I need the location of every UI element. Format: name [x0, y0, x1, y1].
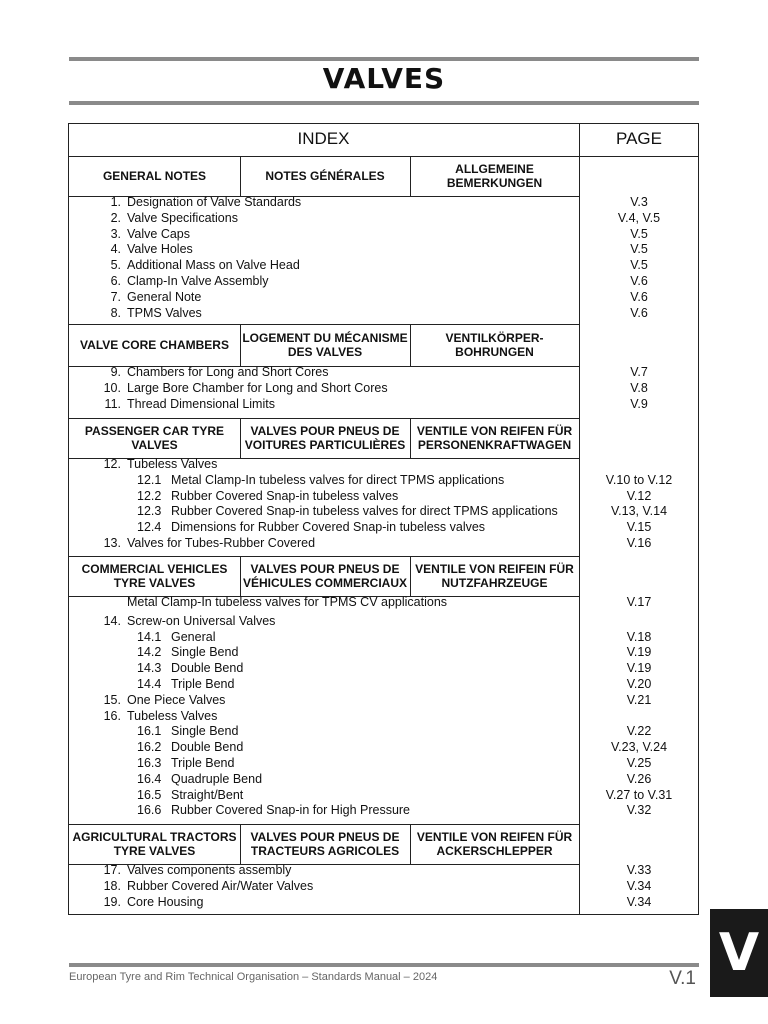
list-item	[137, 723, 238, 739]
item-number: 7.	[110, 289, 121, 304]
item-number: 1.	[110, 195, 121, 209]
section-heading-de: VENTILKÖRPER-BOHRUNGEN	[445, 331, 544, 359]
list-item	[97, 862, 291, 878]
page-ref: V.5	[630, 226, 648, 241]
list-item	[137, 771, 262, 787]
page-ref: V.17	[626, 595, 652, 609]
page-ref: V.23, V.24	[610, 740, 668, 755]
page-ref: V.4, V.5	[617, 210, 661, 225]
item-number: 18.	[103, 878, 121, 893]
list-item	[137, 660, 243, 676]
page-title: VALVES	[322, 62, 446, 95]
section-heading-de: VENTILE VON REIFEIN FÜR NUTZFAHRZEUGE	[415, 562, 574, 590]
item-number: 14.2	[137, 645, 162, 660]
item-title: General Note	[127, 289, 202, 304]
item-number: 2.	[110, 210, 121, 225]
item-title: Straight/Bent	[171, 787, 244, 802]
page-ref: V.13, V.14	[610, 504, 668, 519]
section-heading-en: PASSENGER CAR TYRE VALVES	[84, 424, 225, 452]
item-title: Rubber Covered Air/Water Valves	[127, 878, 314, 893]
page-ref: V.26	[626, 771, 652, 786]
item-number: 16.2	[137, 740, 162, 755]
list-item	[137, 787, 243, 803]
page-ref: V.6	[630, 305, 648, 320]
item-title: Valves components assembly	[127, 863, 292, 877]
item-title: Additional Mass on Valve Head	[127, 258, 300, 273]
item-number: 9.	[110, 365, 121, 379]
footer-text: European Tyre and Rim Technical Organisation – Standards Manual – 2024	[69, 971, 438, 983]
item-number: 13.	[103, 536, 121, 550]
list-item	[97, 241, 193, 257]
item-number: 8.	[110, 305, 121, 320]
item-title: Chambers for Long and Short Cores	[127, 365, 329, 379]
list-item	[97, 194, 301, 210]
list-item	[137, 519, 485, 535]
item-title: Large Bore Chamber for Long and Short Cores	[127, 380, 388, 395]
list-item	[137, 755, 234, 771]
list-item	[97, 692, 225, 708]
item-number: 17.	[103, 863, 121, 877]
list-item	[137, 739, 243, 755]
item-title: Single Bend	[171, 645, 239, 660]
item-title: Metal Clamp-In tubeless valves for direct TPMS applications	[171, 472, 505, 487]
section-heading-fr: NOTES GÉNÉRALES	[265, 169, 385, 183]
item-number: 3.	[110, 226, 121, 241]
item-title: Dimensions for Rubber Covered Snap-in tubeless valves	[171, 520, 486, 535]
item-title: Quadruple Bend	[171, 771, 263, 786]
list-item	[97, 226, 190, 242]
page-ref: V.25	[626, 756, 652, 770]
list-item	[137, 488, 398, 504]
page-ref: V.9	[630, 396, 648, 411]
item-title: Thread Dimensional Limits	[127, 396, 275, 411]
item-number: 16.1	[137, 724, 162, 739]
item-number: 12.1	[137, 472, 162, 487]
page-ref: V.7	[630, 365, 648, 379]
page-ref: V.20	[626, 677, 652, 691]
item-number: 14.1	[137, 629, 162, 644]
list-item	[97, 305, 202, 321]
item-title: Valve Holes	[127, 242, 193, 257]
list-item	[137, 676, 234, 692]
item-number: 14.4	[137, 677, 162, 691]
item-number: 19.	[103, 894, 121, 909]
item-number: 16.6	[137, 803, 162, 818]
section-heading-de: ALLGEMEINE BEMERKUNGEN	[446, 162, 543, 190]
page-ref: V.32	[626, 803, 652, 818]
item-title: Rubber Covered Snap-in tubeless valves for direct TPMS applications	[171, 504, 558, 519]
list-item	[137, 802, 410, 818]
item-title: Double Bend	[171, 740, 244, 755]
list-item	[97, 289, 201, 305]
item-number: 14.	[103, 613, 121, 628]
list-item	[97, 364, 329, 380]
item-title: Rubber Covered Snap-in tubeless valves	[171, 488, 399, 503]
item-number: 15.	[103, 692, 121, 707]
page-ref: V.16	[626, 536, 652, 550]
item-number: 11.	[104, 396, 121, 411]
item-number: 12.	[103, 457, 121, 471]
item-title: Tubeless Valves	[127, 457, 218, 471]
item-number: 16.5	[137, 787, 162, 802]
page-ref: V.6	[630, 274, 648, 288]
list-item	[97, 396, 275, 412]
page-ref: V.34	[626, 894, 652, 909]
page-ref: V.15	[626, 520, 652, 535]
item-title: Triple Bend	[171, 677, 235, 691]
section-heading-en: VALVE CORE CHAMBERS	[80, 338, 229, 352]
page-ref: V.5	[630, 258, 648, 273]
item-number: 6.	[110, 274, 121, 288]
list-item	[97, 613, 275, 629]
item-title: Single Bend	[171, 724, 239, 739]
item-title: Valve Specifications	[127, 210, 238, 225]
page-ref: V.18	[626, 629, 652, 644]
page-ref: V.33	[626, 863, 652, 877]
footer-rule	[69, 963, 699, 967]
list-item	[137, 629, 215, 645]
page-ref: V.5	[630, 242, 648, 257]
section-heading-en: GENERAL NOTES	[102, 169, 207, 183]
page-ref: V.12	[626, 488, 652, 503]
page-ref: V.6	[630, 289, 648, 304]
item-title: Rubber Covered Snap-in for High Pressure	[171, 803, 411, 818]
section-heading-fr: VALVES POUR PNEUS DE VOITURES PARTICULIÈRES	[244, 424, 406, 452]
section-heading-en: COMMERCIAL VEHICLES TYRE VALVES	[81, 562, 228, 590]
list-item	[97, 273, 269, 289]
item-title: Tubeless Valves	[127, 708, 218, 723]
item-title: Designation of Valve Standards	[127, 195, 302, 209]
list-item	[97, 878, 313, 894]
list-item	[97, 535, 315, 551]
page-header: PAGE	[616, 129, 662, 148]
item-number: 5.	[110, 258, 121, 273]
item-title: Screw-on Universal Valves	[127, 613, 276, 628]
item-title: Clamp-In Valve Assembly	[127, 274, 269, 288]
section-tab: V	[710, 909, 768, 997]
item-number: 14.3	[137, 661, 162, 676]
section-heading-de: VENTILE VON REIFEN FÜR PERSONENKRAFTWAGEN	[416, 424, 573, 452]
list-item	[137, 503, 558, 519]
top-rule	[69, 57, 699, 61]
page-ref: V.8	[630, 380, 648, 395]
section-heading-fr: VALVES POUR PNEUS DE VÉHICULES COMMERCIAUX	[242, 562, 407, 590]
page-ref: V.10 to V.12	[605, 472, 673, 487]
list-item	[137, 644, 238, 660]
page-ref: V.27 to V.31	[605, 787, 673, 802]
index-header: INDEX	[297, 129, 350, 148]
item-title: Triple Bend	[171, 756, 235, 770]
section-heading-fr: LOGEMENT DU MÉCANISME DES VALVES	[242, 331, 408, 359]
list-item	[97, 257, 300, 273]
section-heading-fr: VALVES POUR PNEUS DE TRACTEURS AGRICOLES	[250, 830, 400, 858]
item-number: 16.	[103, 708, 121, 723]
page-ref: V.19	[626, 645, 652, 660]
item-number: 12.3	[137, 504, 162, 519]
item-title: General	[171, 629, 216, 644]
title-underline	[69, 101, 699, 105]
page-ref: V.21	[626, 692, 652, 707]
item-number: 16.4	[137, 771, 162, 786]
list-item	[97, 210, 238, 226]
item-number: 10.	[103, 380, 121, 395]
item-number: 12.4	[137, 520, 162, 535]
section-heading-en: AGRICULTURAL TRACTORS TYRE VALVES	[72, 830, 237, 858]
list-item	[97, 456, 217, 472]
item-number: 12.2	[137, 488, 162, 503]
item-number: 4.	[110, 242, 121, 257]
page-number: V.1	[669, 968, 696, 989]
item-title: Double Bend	[171, 661, 244, 676]
list-item	[97, 894, 203, 910]
list-item	[137, 472, 504, 488]
list-item	[97, 380, 388, 396]
page-ref: V.3	[630, 195, 648, 209]
section-heading-de: VENTILE VON REIFEN FÜR ACKERSCHLEPPER	[416, 830, 573, 858]
item-title: One Piece Valves	[127, 692, 226, 707]
list-item	[97, 708, 217, 724]
list-item: Metal Clamp-In tubeless valves for TPMS CV applications	[127, 595, 448, 609]
item-title: Valve Caps	[127, 226, 190, 241]
item-number: 16.3	[137, 756, 162, 770]
item-title: Valves for Tubes-Rubber Covered	[127, 536, 316, 550]
page-ref: V.34	[626, 878, 652, 893]
page-ref: V.22	[626, 724, 652, 739]
page-ref: V.19	[626, 661, 652, 676]
item-title: Core Housing	[127, 894, 204, 909]
item-title: TPMS Valves	[127, 305, 202, 320]
